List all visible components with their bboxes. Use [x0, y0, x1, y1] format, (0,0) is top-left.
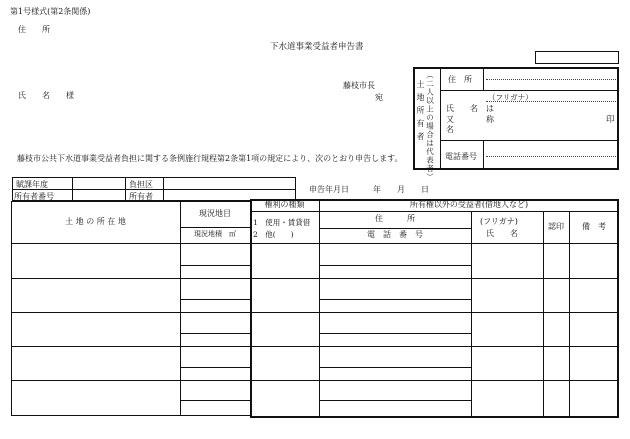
current-category-header: 現況地目	[199, 208, 231, 218]
table-row-separator	[11, 380, 619, 381]
phone-header: 電 話 番 号	[367, 230, 423, 240]
owner-name-label-3: 名	[446, 125, 454, 134]
address-header: 住 所	[375, 214, 415, 224]
furigana-header: (フリガナ)	[480, 217, 518, 226]
recipient-address-label: 住 所	[18, 25, 50, 34]
name-header: 氏 名	[486, 229, 518, 238]
report-date: 申告年月日 年 月 日	[309, 185, 429, 194]
page-title: 下水道事業受益者申告書	[270, 42, 364, 52]
owner-name-label-2: 又 称	[446, 115, 494, 124]
table-row-separator	[11, 278, 619, 279]
right-option-1: 1 使用・賃貸借	[253, 218, 311, 227]
table-row-separator	[11, 346, 619, 347]
owner-side-note: （二人以上の場合は代表者）	[425, 71, 435, 182]
right-type-header: 権利の種類	[264, 199, 305, 209]
right-option-2: 2 他( )	[253, 230, 294, 239]
owner-phone-label: 電話番号	[445, 152, 477, 161]
land-location-header: 土 地 の 所 在 地	[65, 216, 126, 226]
owner-number-label: 所有者番号	[14, 192, 54, 201]
owner-address-label: 住 所	[448, 75, 472, 84]
burden-area-label: 負担区	[129, 180, 153, 189]
mayor-label: 藤枝市長	[343, 81, 375, 90]
owner-box	[413, 67, 619, 170]
owner-seal-mark: 印	[606, 115, 615, 125]
fiscal-year-label: 賦課年度	[16, 180, 48, 189]
declaration-text: 藤枝市公共下水道事業受益者負担に関する条例施行規程第2条第1項の規定により、次のとおり申告します。	[17, 154, 403, 163]
remarks-header: 備 考	[582, 221, 606, 231]
table-row-separator	[11, 312, 619, 313]
current-area-header: 現況地積 ㎡	[194, 230, 236, 239]
recipient-name-label: 氏 名 様	[18, 91, 74, 100]
beneficiary-header: 所有権以外の受益者(借地人など)	[409, 199, 529, 209]
honorific-label: 宛	[375, 93, 383, 102]
owner-name-label-1: 氏 名 は	[446, 104, 494, 113]
owner-label: 所有者	[129, 192, 153, 201]
seal-header: 認印	[548, 221, 564, 231]
owner-side-label: 土地所有者	[416, 80, 425, 145]
receipt-number-box[interactable]	[535, 51, 619, 64]
form-number: 第1号様式(第2条関係)	[10, 7, 91, 16]
owner-furigana-label: （フリガナ）	[488, 93, 533, 102]
